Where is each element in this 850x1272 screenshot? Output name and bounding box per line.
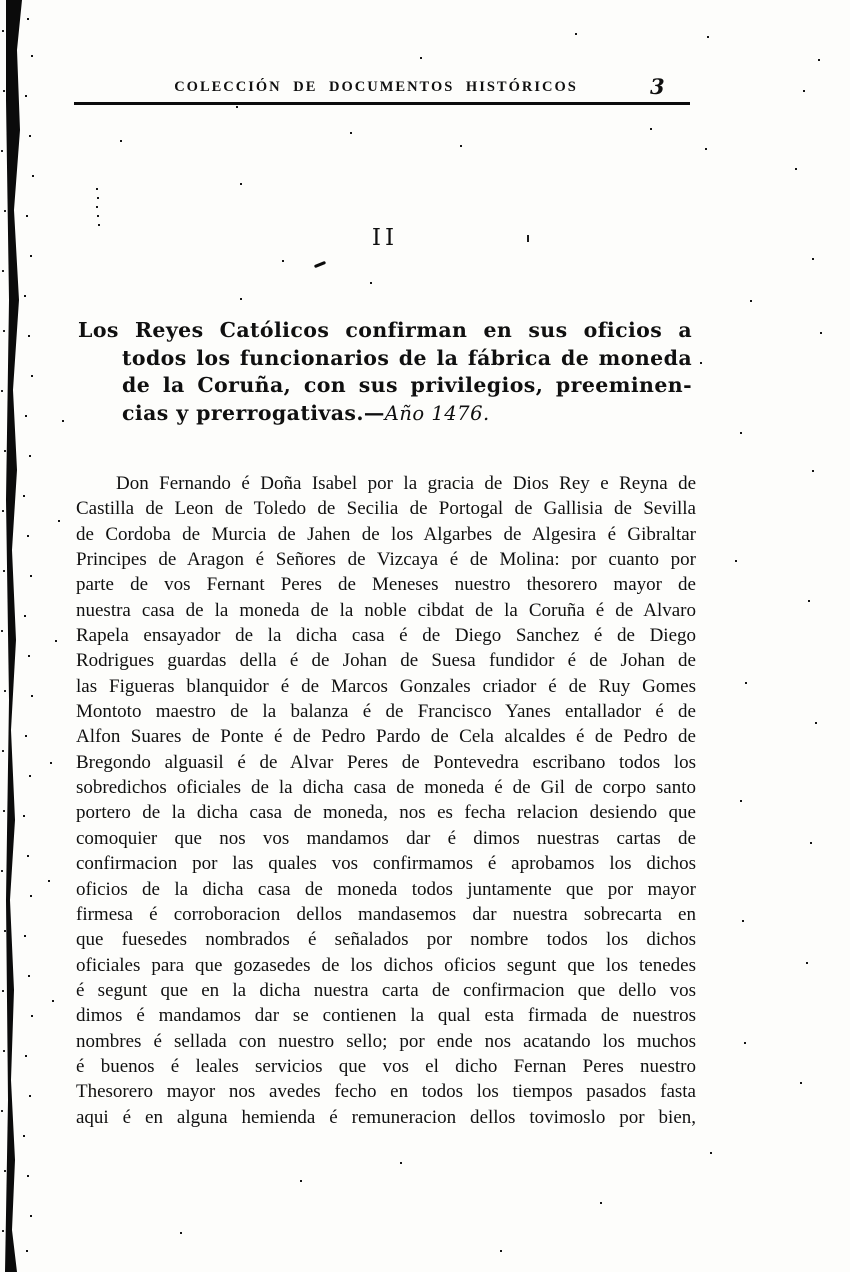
body-line: confirmacion por las quales vos confirmamos é aprobamos los dichos: [76, 853, 696, 875]
body-line: nombres é sellada con nuestro sello; por ende nos acatando los muchos: [76, 1030, 696, 1052]
body-line: Principes de Aragon é Señores de Vizcaya é de Molina: por cuanto por: [76, 549, 696, 571]
body-line: Castilla de Leon de Toledo de Secilia de Portogal de Gallisia de Sevilla: [76, 498, 696, 520]
body-line: Montoto maestro de la balanza é de Francisco Yanes entallador é de: [76, 701, 696, 723]
body-line: Bregondo alguasil é de Alvar Peres de Pontevedra escribano todos los: [76, 751, 696, 773]
body-line: é buenos é leales servicios que vos el dicho Fernan Peres nuestro: [76, 1055, 696, 1077]
body-line: comoquier que nos vos mandamos dar é dimos nuestras cartas de: [76, 827, 696, 849]
running-header: COLECCIÓN DE DOCUMENTOS HISTÓRICOS: [174, 79, 578, 95]
body-line: firmesa é corroboracion dellos mandasemos dar nuestra sobrecarta en: [76, 903, 696, 925]
body-line: oficiales para que gozasedes de los dichos oficios segunt que los tenedes: [76, 954, 696, 976]
document-body: [76, 471, 696, 1130]
title-line: todos los funcionarios de la fábrica de moneda: [122, 345, 692, 370]
page-number: 3: [650, 74, 665, 99]
body-line: Thesorero mayor nos avedes fecho en todos los tiempos pasados fasta: [76, 1081, 696, 1103]
body-line: sobredichos oficiales de la dicha casa de moneda é de Gil de corpo santo: [76, 777, 696, 799]
body-line: que fuesedes nombrados é señalados por nombre todos los dichos: [76, 929, 696, 951]
title-tail-text: cias y prerrogativas.—: [122, 400, 385, 425]
body-line: Don Fernando é Doña Isabel por la gracia de Dios Rey e Reyna de: [116, 473, 696, 494]
body-line: nuestra casa de la moneda de la noble cibdat de la Coruña é de Alvaro: [76, 599, 696, 621]
body-line: portero de la dicha casa de moneda, nos es fecha relacion desiendo que: [76, 802, 696, 824]
body-line: Alfon Suares de Ponte é de Pedro Pardo de Cela alcaldes é de Pedro de: [76, 726, 696, 748]
title-last-line: [78, 400, 692, 428]
ink-smudge: [314, 261, 326, 268]
book-gutter-edge: [0, 0, 26, 1272]
body-line: aqui é en alguna hemienda é remuneracion dellos tovimoslo por bien,: [76, 1106, 696, 1128]
ink-speck: [527, 235, 529, 242]
body-line: oficios de la dicha casa de moneda todos juntamente que por mayor: [76, 878, 696, 900]
section-numeral: II: [371, 225, 399, 251]
body-line: dimos é mandamos dar se contienen la qual esta firmada de nuestros: [76, 1005, 696, 1027]
document-title: [78, 317, 692, 427]
body-line: las Figueras blanquidor é de Marcos Gonzales criador é de Ruy Gomes: [76, 675, 696, 697]
scan-noise: [0, 0, 2, 2]
title-line: de la Coruña, con sus privilegios, preeminen-: [122, 373, 692, 397]
body-line: Rapela ensayador de la dicha casa é de Diego Sanchez é de Diego: [76, 625, 696, 647]
body-line: de Cordoba de Murcia de Jahen de los Algarbes de Algesira é Gibraltar: [76, 523, 696, 545]
document-title-lines: [78, 317, 692, 400]
body-line: é segunt que en la dicha nuestra carta de confirmacion que dello vos: [76, 979, 696, 1001]
title-year: Año 1476.: [384, 401, 490, 425]
header-rule: [74, 102, 690, 105]
body-line: parte de vos Fernant Peres de Meneses nuestro thesorero mayor de: [76, 574, 696, 596]
title-line: Los Reyes Católicos confirman en sus oficios a: [78, 318, 692, 342]
body-line: Rodrigues guardas della é de Johan de Suesa fundidor é de Johan de: [76, 650, 696, 672]
